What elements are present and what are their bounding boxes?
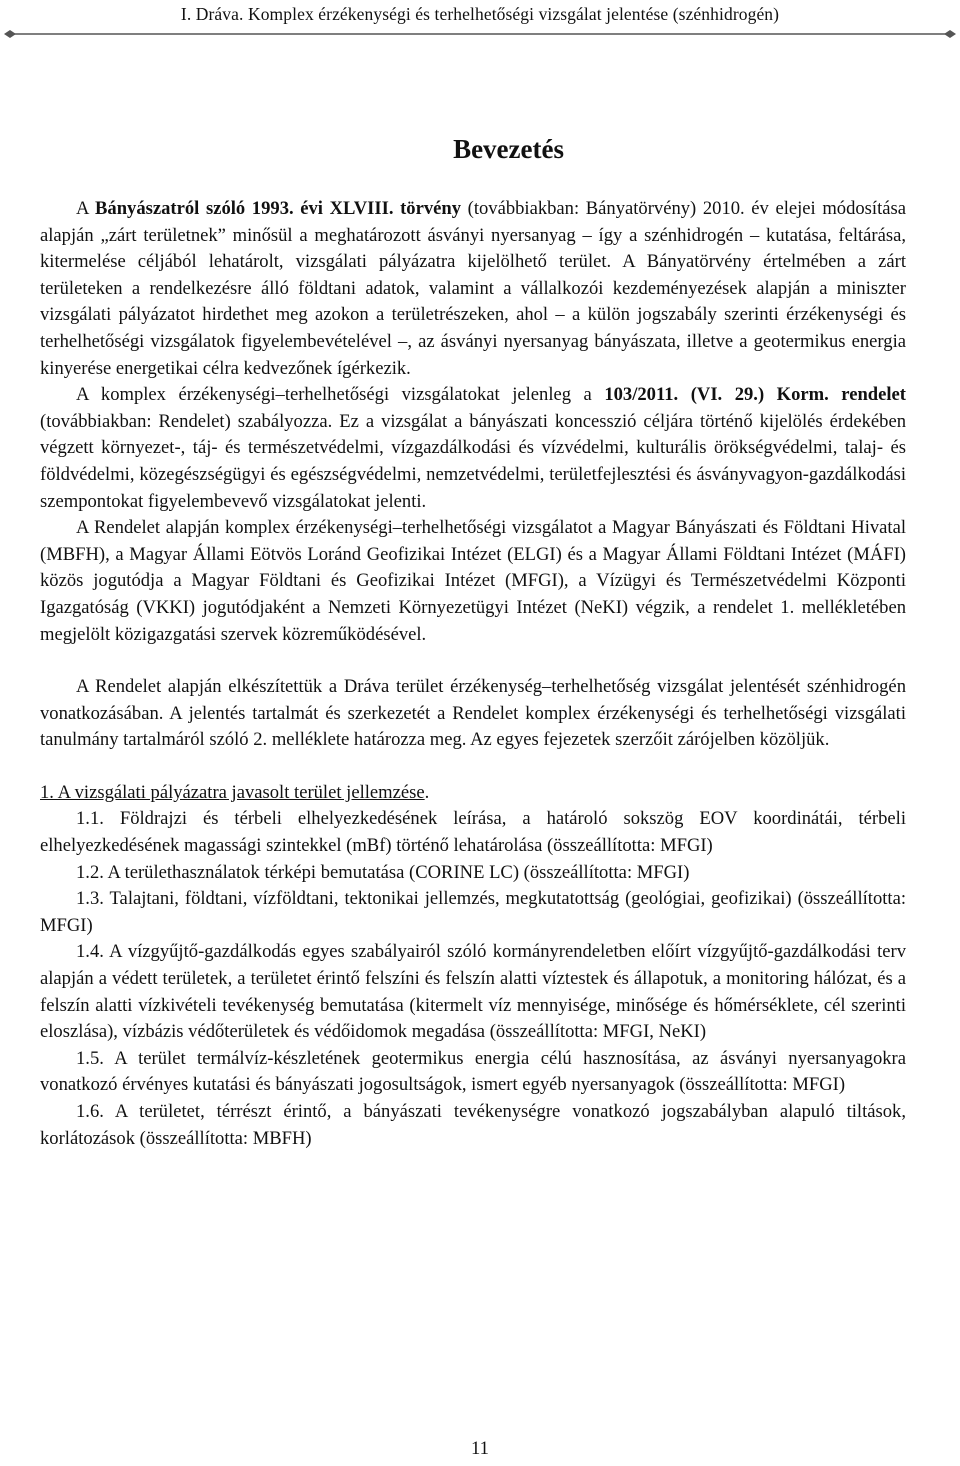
chapter-item: 1.4. A vízgyűjtő-gazdálkodás egyes szabályairól szóló kormányrendeletben előírt vízgyűjtő-gazdálkodási terv alapján a védett területek, a területet érintő felszíni és felszín alatti víztestek és állapotuk, a monitoring hálózat, és a felszín alatti vízkivételi tevékenység bemutatása (kitermelt víz mennyisége, minősége és hőmérséklete, cél szerinti eloszlása), vízbázis védőterületek és védőidomok megadása (összeállította: MFGI, NeKI) [40, 941, 906, 1043]
chapter-item: 1.5. A terület termálvíz-készletének geotermikus energia célú hasznosítása, az ásványi nyersanyagokra vonatkozó érvényes kutatási és bányászati jogosultságok, ismert egyéb nyersanyagok (összeállította: MFGI) [40, 1047, 906, 1096]
spacer [40, 754, 906, 780]
spacer [40, 648, 906, 674]
page-title: Bevezetés [453, 134, 564, 164]
law-reference: Bányászatról szóló 1993. évi XLVIII. törvény [95, 198, 462, 219]
document-body [40, 196, 906, 1152]
header-rule-divider [4, 27, 956, 41]
chapter-heading-link[interactable]: 1. A vizsgálati pályázatra javasolt terület jellemzése [40, 781, 425, 803]
intro-paragraph-4: A Rendelet alapján elkészítettük a Dráva terület érzékenység–terhelhetőség vizsgálat jelentését szénhidrogén vonatkozásában. A jelentés tartalmát és szerkezetét a Rendelet komplex érzékenységi és terhelhetőségi vizsgálati tanulmány tartalmáról szóló 2. melléklete határozza meg. Az egyes fejezetek szerzőit zárójelben közöljük. [40, 676, 906, 751]
chapter-item: 1.3. Talajtani, földtani, vízföldtani, tektonikai jellemzés, megkutatottság (geológiai, geofizikai) (összeállította: MFGI) [40, 888, 906, 936]
chapter-heading: 1. A vizsgálati pályázatra javasolt terület jellemzése. [40, 781, 430, 803]
chapter-item: 1.1. Földrajzi és térbeli elhelyezkedésének leírása, a határoló sokszög EOV koordinátái, térbeli elhelyezkedésének magassági szintekkel (mBf) történő lehatárolása (összeállította: MFGI) [40, 808, 906, 857]
decree-reference: 103/2011. (VI. 29.) Korm. rendelet [604, 384, 907, 406]
chapter-item: 1.6. A területet, térrészt érintő, a bányászati tevékenységre vonatkozó jogszabályban alapuló tiltások, korlátozások (összeállította: MBFH) [40, 1101, 906, 1149]
page-number: 11 [471, 1438, 489, 1459]
intro-paragraph-3: A Rendelet alapján komplex érzékenységi–terhelhetőségi vizsgálatot a Magyar Bányászati és Földtani Hivatal (MBFH), a Magyar Állami Eötvös Loránd Geofizikai Intézet (ELGI) és a Magyar Állami Földtani Intézet (MÁFI) közös jogutódja a Magyar Földtani és Geofizikai Intézet (MFGI), a Vízügyi és Természetvédelmi Központi Igazgatóság (VKKI) jogutódjaként a Nemzeti Környezetügyi Intézet (NeKI) végzik, a rendelet 1. mellékletében megjelölt közigazgatási szervek közreműködésével. [40, 517, 906, 645]
intro-paragraph-2: A komplex érzékenységi–terhelhetőségi vizsgálatokat jelenleg a 103/2011. (VI. 29.) Korm. rendelet (továbbiakban: Rendelet) szabályozza. Ez a vizsgálat a bányászati koncesszió céljára történő kijelölés érdekében végzett környezet-, táj- és természetvédelmi, vízgazdálkodási és vízvédelmi, kulturális örökségvédelmi, talaj- és földvédelmi, közegészségügyi és egészségvédelmi, nemzetvédelmi, területfejlesztési és ásványvagyon-gazdálkodási szempontokat figyelembevevő vizsgálatokat jelenti. [40, 384, 907, 512]
intro-paragraph-1: A Bányászatról szóló 1993. évi XLVIII. törvény (továbbiakban: Bányatörvény) 2010. év elejei módosítása alapján „zárt területnek” minősül a meghatározott ásványi nyersanyag – így a szénhidrogén – kutatása, feltárása, kitermelése céljából lehatárolt, vizsgálati pályázatra kijelölhető terület. A Bányatörvény értelmében a zárt területeken a rendelkezésre álló földtani adatok, valamint a vállalkozói kezdeményezések alapján a miniszter vizsgálati pályázatot hirdethet meg azokon a területrészeken, ahol – a külön jogszabály szerinti érzékenységi és terhelhetőségi vizsgálatok figyelembevételével –, az ásványi nyersanyag bányászata, illetve a geotermikus energia kinyerése energetikai célra kedvezőnek ígérkezik. [40, 198, 906, 379]
chapter-item: 1.2. A területhasználatok térképi bemutatása (CORINE LC) (összeállította: MFGI) [76, 861, 690, 883]
running-header: I. Dráva. Komplex érzékenységi és terhelhetőségi vizsgálat jelentése (szénhidrogén) [180, 4, 780, 24]
